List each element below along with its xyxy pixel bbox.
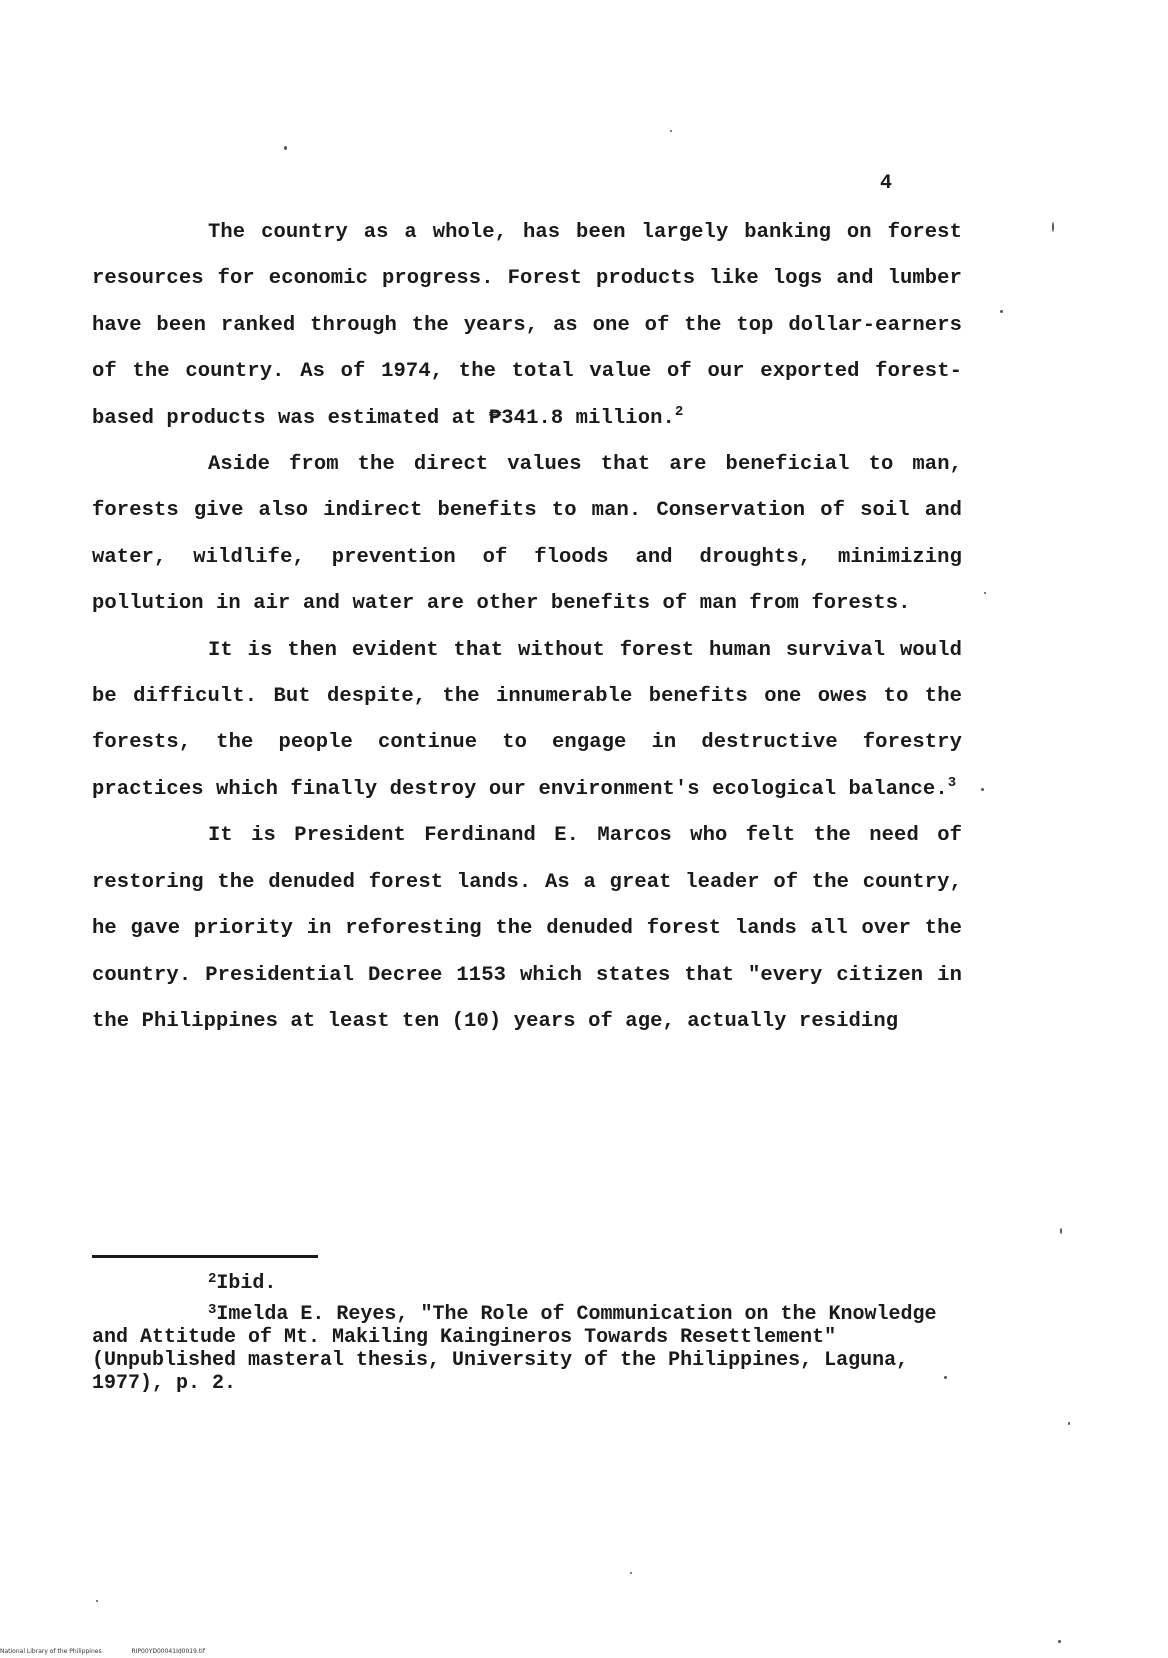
footnote-separator: [92, 1255, 318, 1258]
paragraph: [92, 813, 962, 1045]
body-text: [92, 210, 962, 1045]
footnote-text: Imelda E. Reyes, "The Role of Communication on the Knowledge and Attitude of Mt. Makiling Kaingineros Towards Resettlement" (Unpublished masteral thesis, University of the Philippines, Laguna, 1977), p. 2.: [92, 1303, 937, 1395]
scan-speck: [284, 146, 287, 150]
scan-speck: [984, 592, 986, 594]
footnote-text: Ibid.: [216, 1272, 277, 1295]
footnote-number: 3: [208, 1302, 217, 1318]
footnote-reference: 3: [947, 774, 957, 791]
scan-speck: [1060, 1228, 1062, 1234]
footnote-reference: 2: [674, 403, 684, 420]
scan-speck: [630, 1572, 632, 1574]
scan-footer: [0, 1648, 233, 1655]
scan-speck: [670, 130, 672, 132]
scan-speck: [1058, 1640, 1061, 1643]
paragraph-text: Aside from the direct values that are beneficial to man, forests give also indirect benefits to man. Conservation of soil and water, wildlife, prevention of floods and droughts, minimizing pollution in air and water are other benefits of man from forests.: [92, 453, 962, 616]
scan-file-id: RIP00YD00041Id0019.tif: [131, 1648, 205, 1655]
paragraph-text: It is President Ferdinand E. Marcos who felt the need of restoring the denuded forest lands. As a great leader of the country, he gave priority in reforesting the denuded forest lands all over the country. Presidential Decree 1153 which states that "every citizen in the Philippines at least ten (10) years of age, actually residing: [92, 824, 962, 1033]
paragraph: [92, 210, 962, 442]
footnote: [92, 1303, 952, 1395]
scan-speck: [1000, 310, 1003, 313]
paragraph: [92, 628, 962, 814]
paragraph-text: The country as a whole, has been largely banking on forest resources for economic progress. Forest products like logs and lumber have been ranked through the years, as one of the top dollar-earners of the country. As of 1974, the total value of our exported forest-based products was estimated at ₱341.8 million.: [92, 221, 962, 430]
scan-speck: [1052, 222, 1054, 232]
footnote-number: 2: [208, 1271, 217, 1287]
scan-speck: [96, 1600, 98, 1602]
paragraph-text: It is then evident that without forest human survival would be difficult. But despite, the innumerable benefits one owes to the forests, the people continue to engage in destructive forestry practices which finally destroy our environment's ecological balance.: [92, 638, 962, 801]
paragraph: [92, 442, 962, 628]
library-credit: National Library of the Philippines: [0, 1648, 102, 1655]
scan-speck: [1068, 1422, 1070, 1425]
scan-speck: [944, 1376, 947, 1379]
scan-speck: [981, 788, 984, 791]
footnote: [92, 1268, 952, 1295]
footnotes: [92, 1268, 952, 1395]
page-number: 4: [880, 172, 893, 195]
